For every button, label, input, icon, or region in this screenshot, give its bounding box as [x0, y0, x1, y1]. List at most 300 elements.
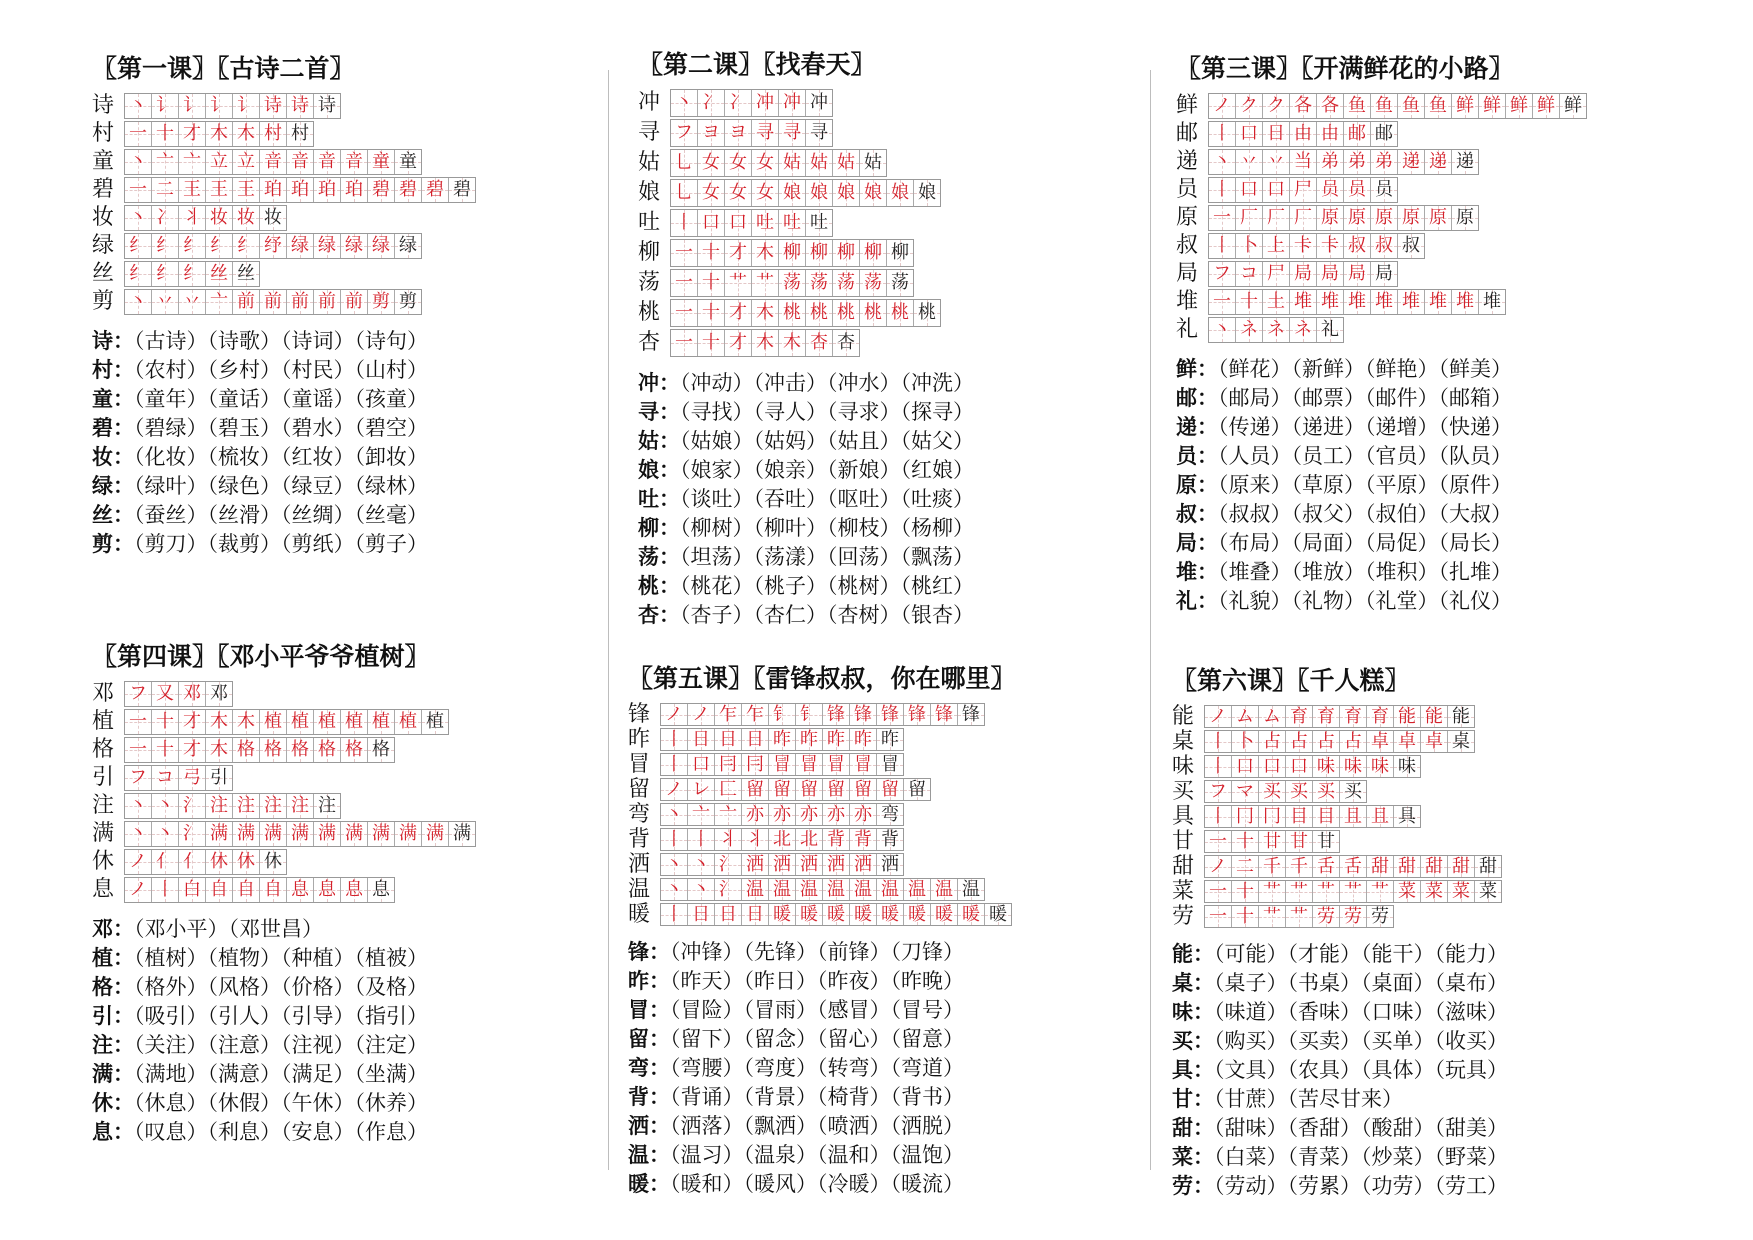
stroke-step-cell: [260, 150, 287, 174]
vocabulary-words: （甜味）（香甜）（酸甜）（甜美）: [1214, 1116, 1508, 1140]
stroke-step: 日: [746, 904, 764, 925]
stroke-step: 菜: [1425, 881, 1443, 902]
stroke-step: 注: [210, 795, 228, 816]
stroke-step: 堆: [1321, 291, 1339, 312]
stroke-step: 口: [1267, 179, 1285, 200]
stroke-step-cell: [698, 150, 725, 176]
stroke-step: 纟: [210, 235, 228, 256]
stroke-step-cell: [368, 738, 394, 762]
stroke-step: 诗: [291, 95, 309, 116]
stroke-step-cell: [1425, 94, 1452, 118]
stroke-step: 冲: [783, 92, 801, 113]
stroke-step-cell: [1286, 881, 1313, 902]
stroke-step: 十: [156, 739, 174, 760]
stroke-grid: [1208, 233, 1425, 259]
stroke-step: 一: [1209, 881, 1227, 902]
stroke-step: 锋: [962, 704, 980, 725]
stroke-step-cell: [796, 804, 823, 825]
stroke-step: 讠: [183, 95, 201, 116]
stroke-step-cell: [769, 779, 796, 800]
stroke-step: 占: [1290, 731, 1308, 752]
stroke-step-cell: [125, 178, 152, 202]
vocabulary-character: 注: [92, 1032, 113, 1057]
stroke-step-cell: [850, 879, 877, 900]
stroke-step-cell: [850, 704, 877, 725]
stroke-step: 息: [291, 879, 309, 900]
stroke-step-cell: [1286, 756, 1313, 777]
stroke-step-cell: [206, 262, 233, 286]
stroke-step: 原: [1456, 207, 1474, 228]
stroke-step: 艹: [1290, 906, 1308, 927]
stroke-step-cell: [260, 878, 287, 902]
stroke-step: マ: [1236, 781, 1254, 802]
stroke-step-cell: [233, 150, 260, 174]
stroke-character: 礼: [1176, 317, 1199, 342]
stroke-grid: [670, 179, 941, 207]
stroke-order-section: [638, 88, 974, 358]
stroke-step-cell: [715, 829, 742, 850]
stroke-step-cell: [698, 330, 725, 356]
stroke-step-cell: [368, 822, 395, 846]
stroke-step: 植: [291, 711, 309, 732]
stroke-step: 前: [318, 291, 336, 312]
stroke-step: 十: [702, 302, 720, 323]
stroke-character: 息: [92, 877, 115, 902]
stroke-step-cell: [742, 879, 769, 900]
stroke-order-row: [92, 232, 476, 260]
stroke-order-row: [92, 708, 476, 736]
stroke-step-cell: [287, 822, 314, 846]
colon: ：: [649, 1113, 670, 1138]
stroke-step-cell: [833, 300, 860, 326]
stroke-step-cell: [179, 234, 206, 258]
stroke-step: 满: [399, 823, 417, 844]
stroke-step: ク: [1267, 95, 1285, 116]
stroke-step: 杏: [837, 332, 855, 353]
stroke-step-cell: [742, 854, 769, 875]
stroke-step: 一: [675, 272, 693, 293]
vocabulary-section: [638, 368, 974, 629]
stroke-step: 员: [1375, 179, 1393, 200]
vocabulary-words: （味道）（香味）（口味）（滋味）: [1214, 1000, 1508, 1024]
stroke-step-cell: [1290, 234, 1317, 258]
stroke-step-cell: [287, 710, 314, 734]
stroke-step: 十: [1236, 906, 1254, 927]
stroke-step-cell: [769, 754, 796, 775]
stroke-step-cell: [179, 206, 206, 230]
stroke-step: 纟: [183, 235, 201, 256]
stroke-step-cell: [688, 829, 715, 850]
stroke-step-cell: [688, 854, 715, 875]
stroke-step: 占: [1263, 731, 1281, 752]
colon: ：: [1197, 443, 1218, 468]
stroke-step: 丨: [665, 904, 683, 925]
stroke-step: 育: [1317, 706, 1335, 727]
stroke-step-cell: [958, 879, 984, 900]
stroke-step: 纟: [129, 263, 147, 284]
stroke-step-cell: [1448, 706, 1474, 727]
stroke-step-cell: [233, 122, 260, 146]
stroke-step-cell: [233, 290, 260, 314]
stroke-step-cell: [671, 90, 698, 116]
stroke-step: 珀: [318, 179, 336, 200]
stroke-step-cell: [904, 704, 931, 725]
stroke-step-cell: [1232, 706, 1259, 727]
stroke-step-cell: [661, 879, 688, 900]
colon: ：: [113, 386, 134, 411]
vocabulary-character: 绿: [92, 473, 113, 498]
stroke-step: 木: [756, 242, 774, 263]
stroke-order-row: [628, 727, 1016, 752]
stroke-step: 艹: [1290, 881, 1308, 902]
stroke-step: 堆: [1348, 291, 1366, 312]
vocabulary-character: 荡: [638, 544, 659, 569]
stroke-grid: [660, 728, 904, 751]
stroke-step: 丶: [1213, 319, 1231, 340]
vocabulary-section: [1172, 939, 1508, 1200]
vocabulary-row: [628, 1140, 1016, 1169]
stroke-step-cell: [1340, 706, 1367, 727]
stroke-step-cell: [860, 270, 887, 296]
vocabulary-words: （白菜）（青菜）（炒菜）（野菜）: [1214, 1145, 1508, 1169]
stroke-step: 荡: [864, 272, 882, 293]
stroke-step: 王: [210, 179, 228, 200]
stroke-step: 冒: [881, 754, 899, 775]
stroke-step: 洒: [800, 854, 818, 875]
stroke-step: 纟: [129, 235, 147, 256]
stroke-step-cell: [1232, 731, 1259, 752]
stroke-step-cell: [287, 178, 314, 202]
vocabulary-words: （娘家）（娘亲）（新娘）（红娘）: [680, 458, 974, 482]
stroke-step-cell: [179, 122, 206, 146]
stroke-step-cell: [1344, 262, 1371, 286]
stroke-step-cell: [395, 178, 422, 202]
stroke-character: 弯: [628, 801, 651, 827]
stroke-step-cell: [1259, 806, 1286, 827]
stroke-step: 女: [729, 182, 747, 203]
stroke-step: 北: [800, 829, 818, 850]
stroke-step-cell: [752, 120, 779, 146]
stroke-step: 昨: [773, 729, 791, 750]
stroke-step-cell: [769, 904, 796, 925]
stroke-step: 亻: [156, 851, 174, 872]
stroke-step: 剪: [372, 291, 390, 312]
vocabulary-words: （关注）（注意）（注视）（注定）: [134, 1033, 428, 1057]
stroke-step-cell: [179, 794, 206, 818]
stroke-step-cell: [806, 150, 833, 176]
vocabulary-row: [1176, 441, 1587, 470]
stroke-step: 绿: [345, 235, 363, 256]
stroke-order-row: [1172, 754, 1508, 779]
stroke-step: 格: [237, 739, 255, 760]
stroke-step-cell: [1371, 234, 1398, 258]
stroke-step-cell: [725, 90, 752, 116]
stroke-order-row: [92, 848, 476, 876]
stroke-step: 鲜: [1456, 95, 1474, 116]
stroke-step: 珀: [291, 179, 309, 200]
stroke-step: 又: [156, 683, 174, 704]
stroke-step: 弯: [881, 804, 899, 825]
stroke-step: 洒: [746, 854, 764, 875]
stroke-step-cell: [314, 738, 341, 762]
stroke-order-row: [92, 876, 476, 904]
stroke-step: 纟: [156, 235, 174, 256]
stroke-step-cell: [1205, 756, 1232, 777]
stroke-step: 格: [372, 739, 390, 760]
stroke-step: 留: [827, 779, 845, 800]
stroke-step: 丝: [210, 263, 228, 284]
colon: ：: [1193, 941, 1214, 966]
stroke-step-cell: [125, 234, 152, 258]
stroke-step-cell: [1340, 756, 1367, 777]
stroke-step: 温: [854, 879, 872, 900]
stroke-step: 息: [345, 879, 363, 900]
stroke-step: 二: [1236, 856, 1254, 877]
stroke-step: 原: [1429, 207, 1447, 228]
stroke-step-cell: [1448, 856, 1475, 877]
stroke-step: 劳: [1371, 906, 1389, 927]
vocabulary-row: [92, 442, 476, 471]
stroke-step: 叔: [1348, 235, 1366, 256]
stroke-step-cell: [368, 290, 395, 314]
lesson-title: 〖第三课〗〖开满鲜花的小路〗: [1176, 54, 1514, 83]
vocabulary-character: 童: [92, 386, 113, 411]
colon: ：: [649, 1142, 670, 1167]
colon: ：: [649, 1055, 670, 1080]
stroke-step: 寻: [810, 122, 828, 143]
stroke-order-row: [1176, 316, 1587, 344]
colon: ：: [113, 328, 134, 353]
stroke-step: フ: [1213, 263, 1231, 284]
stroke-grid: [124, 93, 341, 119]
stroke-step: 讠: [210, 95, 228, 116]
stroke-step-cell: [671, 150, 698, 176]
stroke-step-cell: [260, 206, 286, 230]
stroke-step: 员: [1348, 179, 1366, 200]
stroke-step-cell: [1425, 150, 1452, 174]
vocabulary-row: [638, 542, 974, 571]
stroke-step-cell: [179, 94, 206, 118]
colon: ：: [113, 357, 134, 382]
stroke-step: 前: [345, 291, 363, 312]
stroke-character: 邓: [92, 681, 115, 706]
stroke-character: 原: [1176, 205, 1199, 230]
stroke-step-cell: [823, 804, 850, 825]
stroke-step: 局: [1294, 263, 1312, 284]
stroke-step: 讠: [156, 95, 174, 116]
stroke-step-cell: [661, 854, 688, 875]
stroke-step-cell: [1263, 318, 1290, 342]
stroke-step: 鲜: [1537, 95, 1555, 116]
stroke-step: 村: [291, 123, 309, 144]
stroke-step: 暖: [962, 904, 980, 925]
stroke-order-row: [1176, 260, 1587, 288]
stroke-step-cell: [806, 240, 833, 266]
stroke-step-cell: [314, 878, 341, 902]
stroke-step-cell: [179, 150, 206, 174]
stroke-step: 一: [129, 123, 147, 144]
stroke-order-row: [638, 148, 974, 178]
vocabulary-character: 甜: [1172, 1115, 1193, 1140]
stroke-order-row: [1176, 176, 1587, 204]
stroke-step: 卡: [1321, 235, 1339, 256]
stroke-step: 味: [1398, 756, 1416, 777]
stroke-step: 冒: [800, 754, 818, 775]
stroke-step-cell: [823, 829, 850, 850]
stroke-step-cell: [742, 704, 769, 725]
vocabulary-section: [92, 914, 476, 1146]
stroke-step: 娘: [810, 182, 828, 203]
stroke-step-cell: [823, 879, 850, 900]
stroke-step-cell: [125, 150, 152, 174]
stroke-step: 十: [1236, 881, 1254, 902]
stroke-step-cell: [260, 94, 287, 118]
colon: ：: [113, 945, 134, 970]
vocabulary-words: （邓小平）（邓世昌）: [134, 917, 323, 941]
stroke-step: ノ: [665, 779, 683, 800]
stroke-step-cell: [796, 829, 823, 850]
stroke-grid: [1204, 905, 1394, 928]
stroke-step-cell: [833, 150, 860, 176]
vocabulary-character: 剪: [92, 531, 113, 556]
stroke-step: 一: [1209, 831, 1227, 852]
stroke-step-cell: [1290, 94, 1317, 118]
stroke-step-cell: [1371, 150, 1398, 174]
stroke-step-cell: [179, 822, 206, 846]
stroke-step-cell: [287, 94, 314, 118]
stroke-step-cell: [833, 330, 859, 356]
stroke-character: 局: [1176, 261, 1199, 286]
lesson-title: 〖第六课〗〖千人糕〗: [1172, 666, 1410, 695]
stroke-step-cell: [1286, 806, 1313, 827]
vocabulary-row: [1172, 1142, 1508, 1171]
stroke-step: 艹: [756, 272, 774, 293]
stroke-grid: [1204, 855, 1502, 878]
stroke-step-cell: [1398, 94, 1425, 118]
stroke-step-cell: [796, 704, 823, 725]
stroke-step: ネ: [1294, 319, 1312, 340]
stroke-grid: [670, 119, 833, 147]
stroke-step: 格: [318, 739, 336, 760]
column-divider-2: [1150, 70, 1151, 1170]
stroke-step-cell: [1205, 806, 1232, 827]
stroke-order-row: [92, 288, 476, 316]
stroke-step: 注: [291, 795, 309, 816]
vocabulary-row: [1172, 1171, 1508, 1200]
stroke-grid: [1204, 780, 1367, 803]
stroke-step-cell: [877, 854, 903, 875]
stroke-step-cell: [698, 270, 725, 296]
stroke-step: 冂: [1236, 806, 1254, 827]
stroke-step-cell: [1313, 881, 1340, 902]
stroke-step-cell: [1367, 856, 1394, 877]
stroke-step-cell: [742, 729, 769, 750]
stroke-step: ノ: [1209, 706, 1227, 727]
stroke-step: 十: [1240, 291, 1258, 312]
vocabulary-character: 吐: [638, 486, 659, 511]
stroke-grid: [124, 709, 449, 735]
stroke-step-cell: [1259, 856, 1286, 877]
stroke-step-cell: [1259, 706, 1286, 727]
stroke-step: 植: [372, 711, 390, 732]
stroke-character: 休: [92, 849, 115, 874]
stroke-step: 杏: [810, 332, 828, 353]
colon: ：: [659, 428, 680, 453]
stroke-step-cell: [1232, 756, 1259, 777]
stroke-step: 甜: [1371, 856, 1389, 877]
stroke-order-row: [92, 764, 476, 792]
stroke-step: 姑: [864, 152, 882, 173]
stroke-step: 乚: [675, 182, 693, 203]
stroke-step-cell: [860, 240, 887, 266]
stroke-character: 诗: [92, 93, 115, 118]
lesson-5: [628, 662, 1016, 1198]
stroke-grid: [124, 681, 233, 707]
vocabulary-character: 劳: [1172, 1173, 1193, 1198]
stroke-step-cell: [806, 120, 832, 146]
stroke-grid: [660, 903, 1012, 926]
stroke-step: 亠: [210, 291, 228, 312]
vocabulary-section: [92, 326, 476, 558]
stroke-step-cell: [1371, 178, 1397, 202]
vocabulary-character: 碧: [92, 415, 113, 440]
vocabulary-row: [1176, 354, 1587, 383]
stroke-order-row: [638, 238, 974, 268]
stroke-step-cell: [779, 300, 806, 326]
stroke-step: 留: [746, 779, 764, 800]
stroke-step-cell: [395, 150, 421, 174]
stroke-step-cell: [752, 240, 779, 266]
stroke-step: 厂: [1267, 207, 1285, 228]
stroke-step-cell: [1205, 781, 1232, 802]
stroke-step-cell: [725, 150, 752, 176]
stroke-step: 前: [291, 291, 309, 312]
stroke-step-cell: [395, 290, 421, 314]
stroke-step-cell: [152, 822, 179, 846]
stroke-step-cell: [152, 122, 179, 146]
stroke-step-cell: [1533, 94, 1560, 118]
stroke-step-cell: [1394, 806, 1420, 827]
stroke-step: ノ: [1209, 856, 1227, 877]
stroke-step-cell: [341, 178, 368, 202]
stroke-step-cell: [1263, 94, 1290, 118]
stroke-grid: [124, 289, 422, 315]
stroke-step-cell: [341, 822, 368, 846]
stroke-step: 菜: [1452, 881, 1470, 902]
stroke-step-cell: [368, 234, 395, 258]
stroke-step-cell: [823, 704, 850, 725]
stroke-step: 女: [702, 182, 720, 203]
vocabulary-character: 递: [1176, 414, 1197, 439]
stroke-step: 满: [237, 823, 255, 844]
stroke-step-cell: [1398, 150, 1425, 174]
stroke-order-row: [628, 802, 1016, 827]
stroke-step: 氵: [183, 823, 201, 844]
stroke-step-cell: [715, 904, 742, 925]
stroke-step-cell: [850, 729, 877, 750]
stroke-order-row: [628, 877, 1016, 902]
stroke-order-row: [1172, 879, 1508, 904]
vocabulary-row: [92, 1117, 476, 1146]
stroke-step: 才: [183, 739, 201, 760]
stroke-step-cell: [904, 779, 930, 800]
stroke-order-row: [638, 88, 974, 118]
vocabulary-character: 息: [92, 1119, 113, 1144]
vocabulary-character: 能: [1172, 941, 1193, 966]
stroke-step: 卓: [1398, 731, 1416, 752]
stroke-step: 寻: [756, 122, 774, 143]
stroke-step-cell: [341, 738, 368, 762]
